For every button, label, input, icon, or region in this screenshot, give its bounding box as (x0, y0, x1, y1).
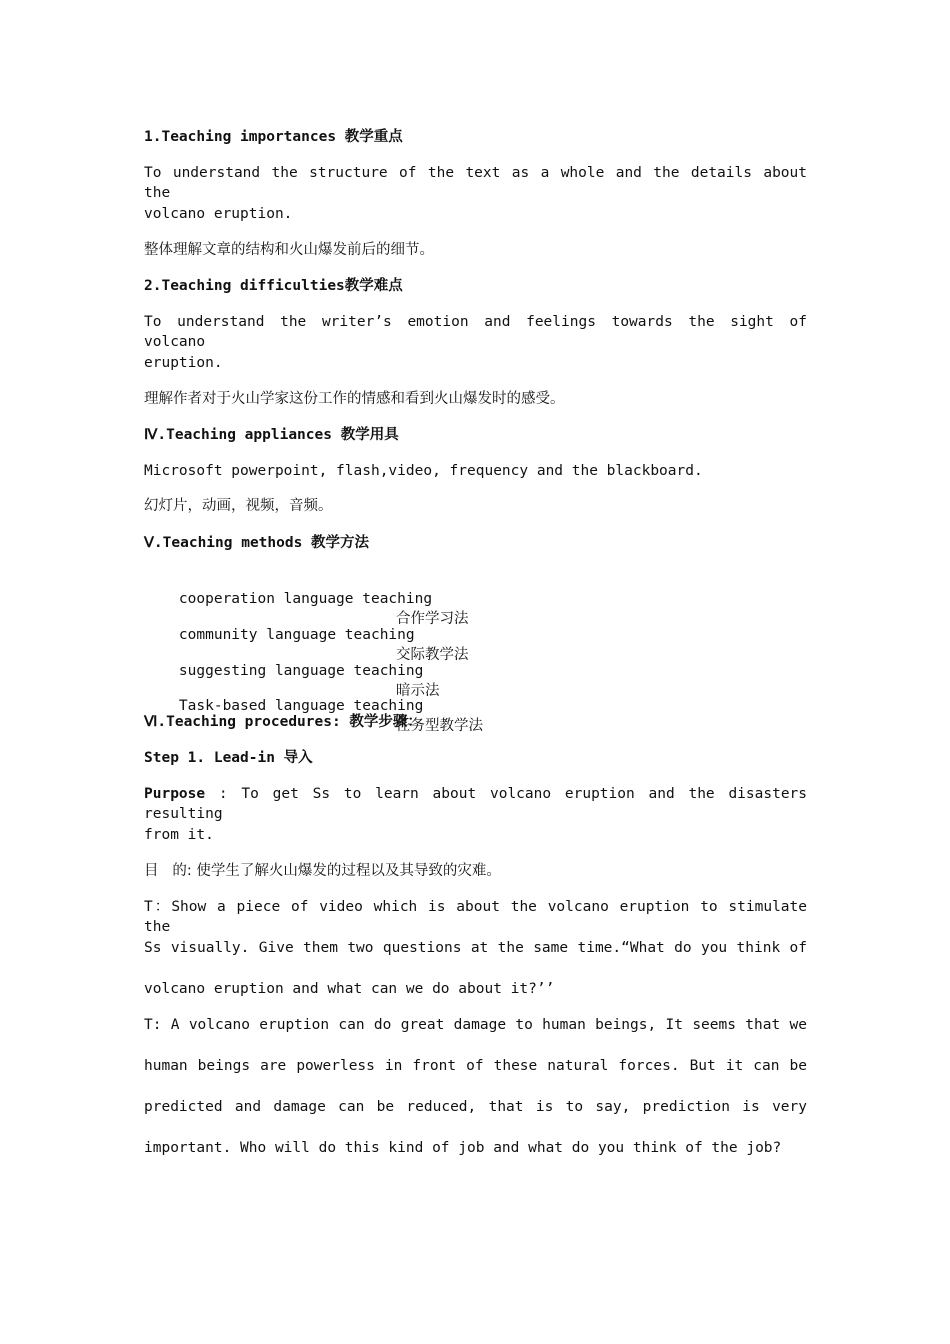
appliances-text: Microsoft powerpoint, flash,video, frequency and the blackboard. (144, 463, 703, 479)
teacher-note-1-line-1: T：Show a piece of video which is about the volcano eruption to stimulate the (144, 899, 807, 935)
purpose-text: : To get Ss to learn about volcano eruption and the disasters resulting (144, 786, 808, 822)
difficulties-text-chinese: 理解作者对于火山学家这份工作的情感和看到火山爆发时的感受。 (144, 391, 565, 407)
method-name: community language teaching (178, 627, 415, 643)
method-name: cooperation language teaching (178, 591, 433, 607)
section-heading-difficulties: 2.Teaching difficulties教学难点 (144, 278, 403, 294)
importances-text-chinese: 整体理解文章的结构和火山爆发前后的细节。 (144, 242, 434, 258)
step-1-heading: Step 1. Lead-in 导入 (144, 750, 313, 766)
teacher-note-2-line-3: predicted and damage can be reduced, that is to say, prediction is very (144, 1099, 807, 1115)
difficulties-text-line-2: eruption. (144, 355, 223, 371)
method-name: suggesting language teaching (178, 663, 424, 679)
method-name-chinese: 任务型教学法 (396, 718, 483, 734)
section-heading-importances: 1.Teaching importances 教学重点 (144, 129, 403, 145)
teacher-note-2-line-4: important. Who will do this kind of job and what do you think of the job? (144, 1140, 782, 1156)
importances-text-line-2: volcano eruption. (144, 206, 293, 222)
purpose-chinese: 目 的: 使学生了解火山爆发的过程以及其导致的灾难。 (144, 863, 501, 879)
appliances-text-chinese: 幻灯片，动画，视频，音频。 (144, 498, 333, 514)
purpose-line-2: from it. (144, 827, 214, 843)
purpose-label: Purpose (144, 786, 206, 802)
method-name-chinese: 合作学习法 (396, 611, 469, 627)
teacher-note-2-line-2: human beings are powerless in front of these natural forces. But it can be (144, 1058, 807, 1074)
method-name-chinese: 暗示法 (396, 683, 440, 699)
method-name: Task-based language teaching (178, 698, 424, 714)
method-name-chinese: 交际教学法 (396, 647, 469, 663)
section-heading-procedures: Ⅵ.Teaching procedures: 教学步骤： (144, 714, 422, 730)
teacher-note-1-line-2: Ss visually. Give them two questions at the same time.“What do you think of (144, 940, 807, 956)
difficulties-text-line-1: To understand the writer’s emotion and feelings towards the sight of volcano (144, 314, 807, 350)
section-heading-appliances: Ⅳ.Teaching appliances 教学用具 (144, 427, 399, 443)
section-heading-methods: Ⅴ.Teaching methods 教学方法 (144, 535, 370, 551)
purpose-line-1 (144, 784, 807, 824)
teacher-note-1-line-3: volcano eruption and what can we do about it?’’ (144, 981, 555, 997)
teacher-note-2-line-1: T: A volcano eruption can do great damage to human beings, It seems that we (144, 1017, 807, 1033)
importances-text-line-1: To understand the structure of the text as a whole and the details about the (144, 165, 807, 201)
